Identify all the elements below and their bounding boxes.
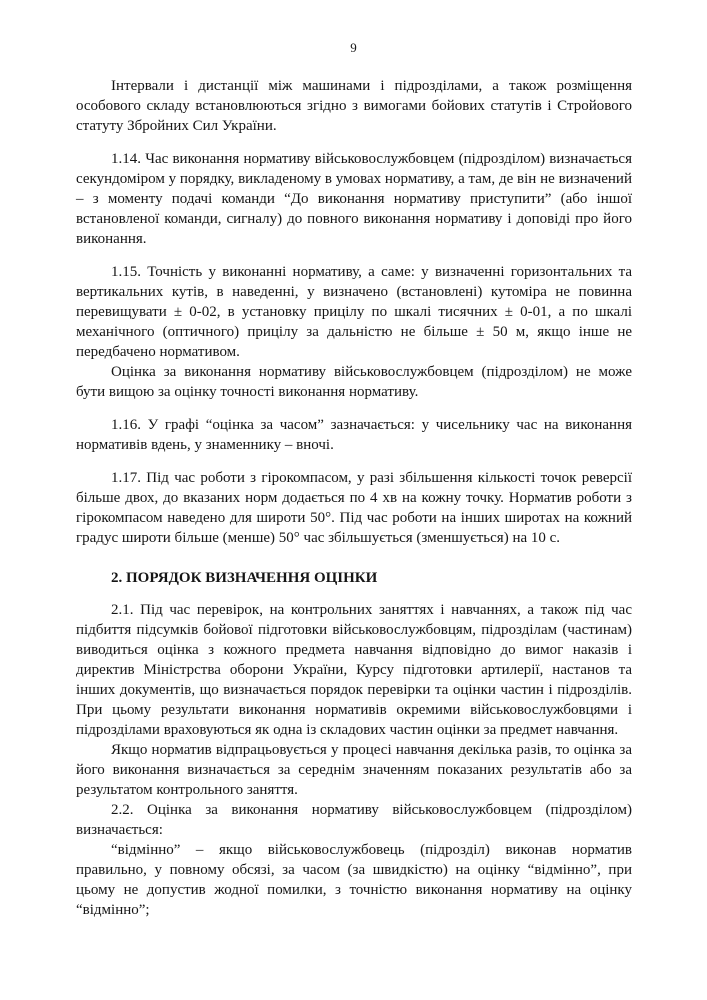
- page-number: 9: [350, 40, 357, 55]
- document-body: [76, 76, 632, 920]
- paragraph-2-1-continued: Якщо норматив відпрацьовується у процесі навчання декілька разів, то оцінка за його виконання визначається за середнім значенням показаних результатів або за результатом контрольного заняття.: [76, 742, 632, 798]
- paragraph-1-16: 1.16. У графі “оцінка за часом” зазначається: у чисельнику час на виконання нормативів вдень, у знаменнику – вночі.: [76, 417, 632, 453]
- paragraph-1-17: 1.17. Під час роботи з гірокомпасом, у разі збільшення кількості точок реверсії більше двох, до вказаних норм додається по 4 хв на кожну точку. Норматив роботи з гірокомпасом наведено для широти 50°. Під час роботи на інших широтах на кожний градус широти більше (менше) 50° час збільшується (зменшується) на 10 с.: [76, 470, 632, 546]
- paragraph-2-1: 2.1. Під час перевірок, на контрольних заняттях і навчаннях, а також під час підбиття підсумків бойової підготовки військовослужбовцям, підрозділам (частинам) виводиться оцінка з кожного предмета навчання відповідно до вимог наказів і директив Міністрства оборони України, Курсу підготовки артилерії, настанов та інших документів, що визначається порядок перевірки та оцінки частин і підрозділів. При цьому результати виконання нормативів окремими військовослужбовцями і підрозділами враховуються як одна із складових частин оцінки за предмет навчання.: [76, 602, 632, 738]
- paragraph-1-14: 1.14. Час виконання нормативу військовослужбовцем (підрозділом) визначається секундоміром у порядку, викладеному в умовах нормативу, а там, де він не визначений – з моменту подачі команди “До виконання нормативу приступити” (або іншої встановленої команди, сигналу) до повного виконання нормативу і доповіді про його виконання.: [76, 151, 632, 247]
- paragraph-grade-excellent: “відмінно” – якщо військовослужбовець (підрозділ) виконав норматив правильно, у повному обсязі, за часом (за швидкістю) на оцінку “відмінно”, при цьому не допустив жодної помилки, з точністю виконання нормативу на оцінку “відмінно”;: [76, 842, 632, 918]
- paragraph-1-15: 1.15. Точність у виконанні нормативу, а саме: у визначенні горизонтальних та вертикальних кутів, в наведенні, у визначено (встановлені) кутоміра не повинна перевищувати ± 0-02, в установку прицілу по шкалі тисячних ± 0-01, а по шкалі механічного (оптичного) прицілу за дальністю не більше ± 50 м, якщо інше не передбачено нормативом.: [76, 264, 632, 360]
- paragraph-2-2: 2.2. Оцінка за виконання нормативу військовослужбовцем (підрозділом) визначається:: [76, 802, 632, 838]
- paragraph-intervals: Інтервали і дистанції між машинами і підрозділами, а також розміщення особового складу встановлюються згідно з вимогами бойових статутів і Стройового статуту Збройних Сил України.: [76, 78, 632, 134]
- paragraph-1-15-continued: Оцінка за виконання нормативу військовослужбовцем (підрозділом) не може бути вищою за оцінку точності виконання нормативу.: [76, 364, 632, 400]
- section-heading-2: 2. ПОРЯДОК ВИЗНАЧЕННЯ ОЦІНКИ: [111, 570, 378, 586]
